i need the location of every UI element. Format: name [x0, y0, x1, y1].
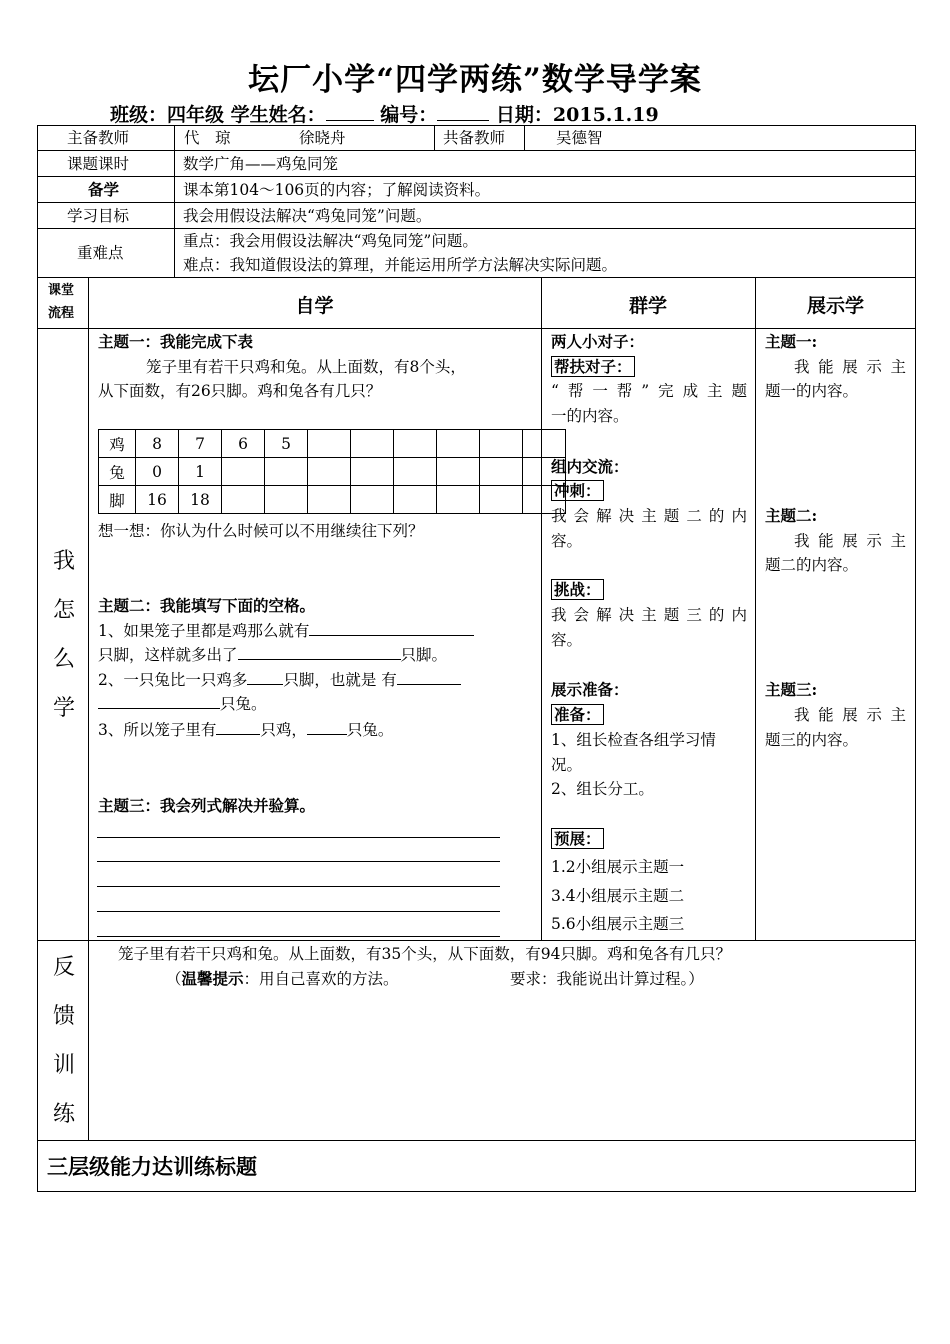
question-1-line1: 1、如果笼子里都是鸡那么就有: [98, 621, 474, 641]
answer-blank[interactable]: [216, 720, 260, 735]
main-teacher-label: 主备教师: [67, 129, 130, 147]
answer-line[interactable]: [97, 861, 500, 862]
hard-point: 难点：我知道假设法的算理，并能运用所学方法解决实际问题。: [183, 256, 618, 274]
answer-blank[interactable]: [309, 621, 474, 636]
key-label: 重难点: [77, 244, 124, 262]
answer-blank[interactable]: [98, 694, 220, 709]
inner-exchange-title: 组内交流：: [551, 457, 629, 476]
feedback-problem: 笼子里有若干只鸡和兔。从上面数，有35个头，从下面数，有94只脚。鸡和兔各有几只？: [118, 945, 731, 963]
co-teacher: 吴德智: [556, 129, 603, 147]
preview-line3: 5.6小组展示主题三: [551, 915, 685, 933]
challenge-line2: 容。: [551, 631, 583, 649]
topic: 数学广角——鸡兔同笼: [183, 155, 339, 173]
sprint-tag: 冲刺：: [551, 481, 604, 501]
header-show-study: 展示学: [806, 295, 864, 317]
pair-title: 两人小对子：: [551, 332, 645, 351]
main-teacher-1: 代 琼: [184, 129, 231, 147]
theme3-title: 主题三：我会列式解决并验算。: [98, 796, 316, 815]
show-theme1-line2: 题一的内容。: [765, 382, 859, 400]
side-label-how-to-learn: 我 怎 么 学: [52, 549, 75, 721]
show-theme2-line1: 我能展示主: [794, 532, 906, 550]
theme2-title: 主题二：我能填写下面的空格。: [98, 596, 316, 615]
feedback-hint: （温馨提示：用自己喜欢的方法。: [166, 969, 399, 988]
number-label: 编号：: [380, 104, 438, 126]
answer-line[interactable]: [97, 837, 500, 838]
challenge-line1: 我会解决主题三的内: [551, 606, 747, 624]
process-label-1: 课堂: [48, 283, 75, 298]
table-row: 脚 16 18: [99, 486, 566, 514]
show-theme1-title: 主题一:: [765, 332, 818, 351]
theme1-line2: 从下面数，有26只脚。鸡和兔各有几只？: [98, 382, 382, 400]
prep-line2: 况。: [551, 756, 583, 774]
key-point: 重点：我会用假设法解决“鸡兔同笼”问题。: [183, 232, 478, 250]
think-question: 想一想：你认为什么时候可以不用继续往下列？: [98, 522, 424, 540]
answer-line[interactable]: [97, 886, 500, 887]
prep-content: 课本第104～106页的内容；了解阅读资料。: [183, 181, 491, 199]
question-2-line1: 2、一只兔比一只鸡多 只脚，也就是 有: [98, 670, 461, 690]
answer-blank[interactable]: [307, 720, 347, 735]
footer-title: 三层级能力达训练标题: [47, 1155, 257, 1179]
sprint-line1: 我会解决主题二的内: [551, 507, 747, 525]
show-theme3-title: 主题三:: [765, 680, 818, 699]
show-theme2-title: 主题二:: [765, 506, 818, 525]
goal: 我会用假设法解决“鸡兔同笼”问题。: [183, 207, 432, 225]
topic-label: 课题课时: [67, 155, 130, 173]
header-group-study: 群学: [628, 295, 667, 317]
prep-line1: 1、组长检查各组学习情: [551, 731, 716, 749]
show-prep-title: 展示准备：: [551, 680, 629, 699]
show-theme2-line2: 题二的内容。: [765, 556, 859, 574]
side-label-feedback-training: 反 馈 训 练: [52, 955, 75, 1127]
chicken-rabbit-table: [98, 429, 566, 514]
help-line2: 一的内容。: [551, 407, 629, 425]
page-title: 坛厂小学“四学两练”数学导学案: [248, 62, 702, 98]
preview-tag: 预展：: [551, 829, 604, 849]
show-theme3-line2: 题三的内容。: [765, 731, 859, 749]
help-tag: 帮扶对子：: [551, 357, 635, 377]
answer-blank[interactable]: [247, 670, 283, 685]
class-label: 班级：四年级: [110, 104, 225, 126]
date-label: 日期：2015.1.19: [495, 104, 659, 126]
show-theme1-line1: 我能展示主: [794, 358, 906, 376]
number-blank[interactable]: [437, 104, 489, 121]
prep-line3: 2、组长分工。: [551, 780, 654, 798]
theme1-line1: 笼子里有若干只鸡和兔。从上面数，有8个头，: [146, 358, 466, 376]
feedback-requirement: 要求：我能说出计算过程。）: [510, 970, 704, 988]
header-self-study: 自学: [295, 295, 334, 317]
answer-blank[interactable]: [397, 670, 461, 685]
challenge-tag: 挑战：: [551, 580, 604, 600]
table-row: 兔 0 1: [99, 458, 566, 486]
prep-label: 备学: [88, 180, 120, 199]
student-name-label: 学生姓名：: [230, 104, 326, 126]
show-theme3-line1: 我能展示主: [794, 706, 906, 724]
question-1-line2: 只脚，这样就多出了 只脚。: [98, 646, 448, 664]
help-line1: “帮一帮”完成主题: [551, 382, 747, 400]
answer-line[interactable]: [97, 911, 500, 912]
main-teacher-2: 徐晓舟: [299, 129, 346, 147]
student-name-blank[interactable]: [326, 104, 374, 121]
table-row: 鸡 8 7 6 5: [99, 430, 566, 458]
goal-label: 学习目标: [67, 207, 130, 225]
process-label-2: 流程: [48, 306, 75, 321]
question-3: 3、所以笼子里有 只鸡， 只兔。: [98, 721, 394, 739]
preview-line2: 3.4小组展示主题二: [551, 887, 685, 905]
answer-blank[interactable]: [238, 645, 401, 660]
prep-tag: 准备：: [551, 705, 604, 725]
preview-line1: 1.2小组展示主题一: [551, 858, 685, 876]
theme1-title: 主题一：我能完成下表: [98, 332, 254, 351]
question-2-line2: 只兔。: [98, 694, 267, 714]
answer-line[interactable]: [97, 936, 500, 937]
sprint-line2: 容。: [551, 532, 583, 550]
co-teacher-label: 共备教师: [443, 129, 506, 147]
info-line: [110, 100, 659, 127]
